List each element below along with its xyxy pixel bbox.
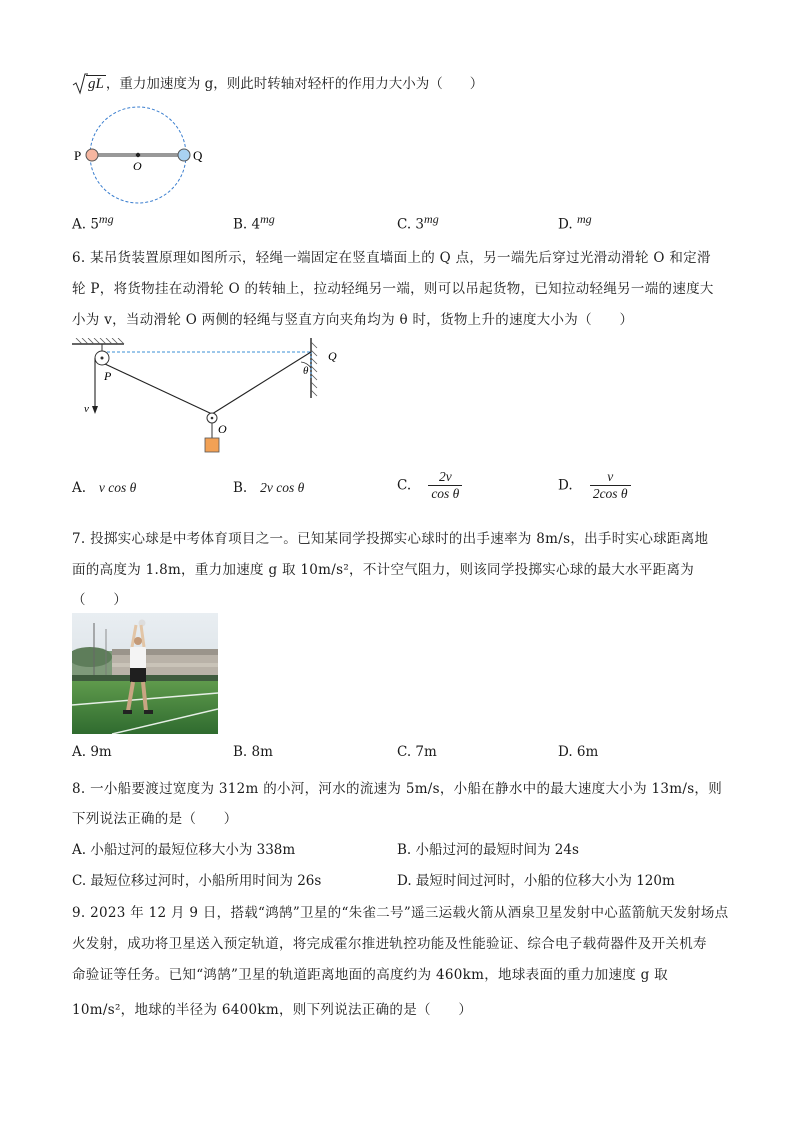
- q7-option-a: A. 9m: [72, 744, 112, 760]
- fraction: $\frac{2v}{\text{cos θ}}$: [428, 469, 462, 502]
- label-p: P: [104, 369, 112, 383]
- velocity-arrow-icon: [92, 406, 98, 414]
- q7-option-b: B. 8m: [233, 744, 273, 760]
- q6-stem-line2: 轮 P，将货物挂在动滑轮 O 的转轴上，拉动轻绳另一端，则可以吊起货物，已知拉动轻绳另一端的速度大: [72, 281, 714, 297]
- ball-p: [86, 149, 98, 161]
- q9-stem-line2: 火发射，成功将卫星送入预定轨道，将完成霍尔推进轨控功能及性能验证、综合电子载荷器件及开关机寿: [72, 936, 707, 952]
- label-v: v: [84, 403, 89, 415]
- q8-stem-line1: 8. 一小船要渡过宽度为 312m 的小河，河水的流速为 5m/s，小船在静水中的最大速度大小为 13m/s，则: [72, 781, 723, 797]
- q5-option-b: B. $4^{mg}$: [233, 212, 275, 233]
- q5-figure-rod-circle: [72, 104, 222, 208]
- label-p: P: [74, 148, 82, 163]
- q7-stem-line3: （ ）: [72, 592, 128, 608]
- q6-stem-line3: 小为 v，当动滑轮 O 两侧的轻绳与竖直方向夹角均为 θ 时，货物上升的速度大小为（ ）: [72, 312, 634, 328]
- ball-q: [178, 149, 190, 161]
- q5-option-c: C. $3^{mg}$: [397, 212, 439, 233]
- q8-option-b: B. 小船过河的最短时间为 24s: [397, 842, 579, 858]
- q8-option-a: A. 小船过河的最短位移大小为 338m: [72, 842, 296, 858]
- q9-stem-line3: 命验证等任务。已知“鸿鹄”卫星的轨道距离地面的高度约为 460km，地球表面的重力加速度 g 取: [72, 967, 668, 983]
- q9-stem-line4: 10m/s²，地球的半径为 6400km，则下列说法正确的是（ ）: [72, 1002, 473, 1018]
- q7-option-d: D. 6m: [558, 744, 599, 760]
- q5-option-a: A. $5^{mg}$: [72, 212, 114, 233]
- q7-option-c: C. 7m: [397, 744, 437, 760]
- q6-option-d: D. $\frac{v}{\text{2cos θ}}$: [558, 469, 631, 502]
- label-q: Q: [193, 148, 203, 163]
- pivot-o: [136, 153, 140, 157]
- q6-option-c: C. $\frac{2v}{\text{cos θ}}$: [397, 469, 462, 502]
- cargo-block: [205, 438, 219, 452]
- q8-stem-line2: 下列说法正确的是（ ）: [72, 811, 238, 827]
- sqrt-symbol-icon: [72, 73, 88, 95]
- q8-option-c: C. 最短位移过河时，小船所用时间为 26s: [72, 873, 322, 889]
- q6-stem-line1: 6. 某吊货装置原理如图所示，轻绳一端固定在竖直墙面上的 Q 点，另一端先后穿过光滑动滑轮 O 和定滑: [72, 250, 711, 266]
- q7-stem-line2: 面的高度为 1.8m，重力加速度 g 取 10m/s²，不计空气阻力，则该同学投掷实心球的最大水平距离为: [72, 562, 695, 578]
- label-o: O: [218, 422, 227, 436]
- q6-option-b: B. 2v cos θ: [233, 480, 305, 496]
- q6-option-a: A. v cos θ: [72, 480, 137, 496]
- q5-stem-text: ，重力加速度为 g，则此时转轴对轻杆的作用力大小为（ ）: [105, 76, 484, 92]
- sqrt-expression: gL: [72, 76, 106, 93]
- q6-figure-pulley: [72, 338, 362, 458]
- label-o: O: [133, 159, 142, 173]
- fraction: $\frac{v}{\text{2cos θ}}$: [590, 469, 631, 502]
- q9-stem-line1: 9. 2023 年 12 月 9 日，搭载“鸿鹄”卫星的“朱雀二号”遥三运载火箭从酒泉卫星发射中心蓝箭航天发射场点: [72, 905, 729, 921]
- q8-option-d: D. 最短时间过河时，小船的位移大小为 120m: [397, 873, 675, 889]
- q7-stem-line1: 7. 投掷实心球是中考体育项目之一。已知某同学投掷实心球时的出手速率为 8m/s，出手时实心球距离地: [72, 531, 709, 547]
- q5-stem: [72, 72, 483, 93]
- shot-put-photo: [72, 613, 218, 734]
- label-q: Q: [328, 349, 337, 363]
- label-theta: θ: [303, 365, 309, 377]
- q5-option-d: D. $^{mg}$: [558, 212, 592, 233]
